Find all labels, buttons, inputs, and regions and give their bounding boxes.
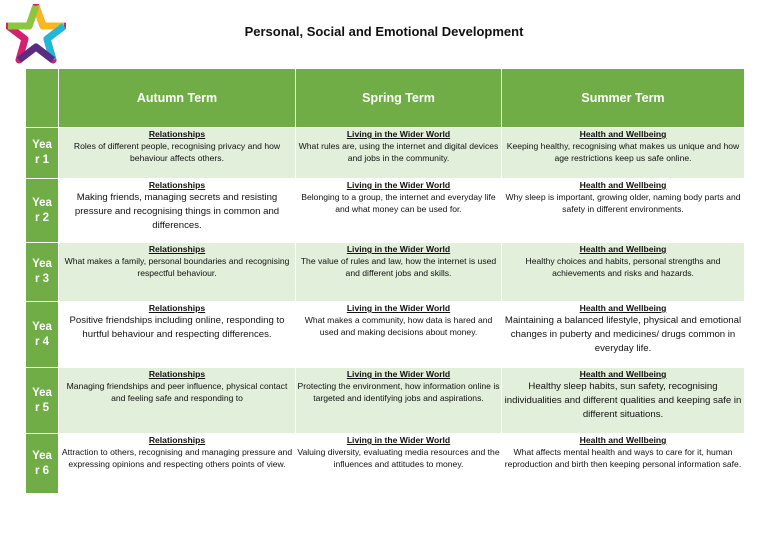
- curriculum-table: [25, 68, 745, 494]
- table-cell: [502, 302, 745, 368]
- table-cell: [502, 128, 745, 179]
- cell-heading: Living in the Wider World: [346, 435, 451, 445]
- table-cell: [59, 179, 296, 243]
- cell-text: What makes a family, personal boundaries and recognising respectful behaviour.: [64, 256, 290, 278]
- cell-text: Valuing diversity, evaluating media resources and the influences and attitudes to money.: [297, 447, 500, 469]
- cell-text: Maintaining a balanced lifestyle, physical and emotional changes in puberty and medicines/ drugs common in everyday life.: [504, 315, 742, 354]
- year-label: Year 4: [26, 302, 59, 368]
- cell-heading: Relationships: [148, 303, 206, 313]
- table-row: [26, 243, 745, 302]
- table-cell: [296, 434, 502, 494]
- cell-heading: Health and Wellbeing: [579, 303, 667, 313]
- corner-cell: [26, 69, 59, 128]
- cell-heading: Health and Wellbeing: [579, 369, 667, 379]
- table-row: [26, 179, 745, 243]
- year-label: Year 2: [26, 179, 59, 243]
- cell-heading: Relationships: [148, 129, 206, 139]
- table-cell: [59, 243, 296, 302]
- cell-heading: Relationships: [148, 435, 206, 445]
- table-cell: [296, 302, 502, 368]
- cell-heading: Health and Wellbeing: [579, 244, 667, 254]
- cell-text: What rules are, using the internet and digital devices and jobs in the community.: [298, 141, 499, 163]
- page-title: Personal, Social and Emotional Development: [244, 24, 524, 39]
- cell-heading: Relationships: [148, 180, 206, 190]
- cell-text: Managing friendships and peer influence, physical contact and feeling safe and responding to: [66, 381, 288, 403]
- cell-text: What affects mental health and ways to care for it, human reproduction and birth then keeping personal information safe.: [504, 447, 742, 469]
- cell-text: Healthy choices and habits, personal strengths and achievements and risks and hazards.: [525, 256, 721, 278]
- year-label: Year 1: [26, 128, 59, 179]
- table-cell: [59, 368, 296, 434]
- table-cell: [59, 434, 296, 494]
- table-cell: [296, 243, 502, 302]
- header-autumn-term: Autumn Term: [59, 69, 296, 128]
- cell-heading: Living in the Wider World: [346, 180, 451, 190]
- table-cell: [59, 302, 296, 368]
- table-cell: [296, 179, 502, 243]
- header-summer-term: Summer Term: [502, 69, 745, 128]
- cell-text: The value of rules and law, how the internet is used and different jobs and skills.: [300, 256, 497, 278]
- year-label: Year 6: [26, 434, 59, 494]
- cell-text: Belonging to a group, the internet and everyday life and what money can be used for.: [301, 192, 496, 214]
- cell-text: Making friends, managing secrets and resisting pressure and recognising things in common and differences.: [74, 192, 280, 231]
- cell-heading: Health and Wellbeing: [579, 129, 667, 139]
- table-row: [26, 368, 745, 434]
- table-row: [26, 128, 745, 179]
- table-row: [26, 302, 745, 368]
- table-cell: [296, 128, 502, 179]
- cell-text: Why sleep is important, growing older, naming body parts and safety in different environments.: [505, 192, 741, 214]
- cell-text: Protecting the environment, how information online is targeted and identifying jobs and aspirations.: [297, 381, 500, 403]
- cell-text: What makes a community, how data is hared and used and making decisions about money.: [304, 315, 493, 337]
- table-cell: [59, 128, 296, 179]
- table-cell: [502, 179, 745, 243]
- cell-text: Positive friendships including online, responding to hurtful behaviour and respecting differences.: [69, 315, 285, 340]
- cell-text: Healthy sleep habits, sun safety, recognising individualities and different qualities and keeping safe in different situations.: [504, 381, 742, 420]
- table-cell: [502, 243, 745, 302]
- cell-heading: Relationships: [148, 244, 206, 254]
- table-row: [26, 434, 745, 494]
- cell-heading: Health and Wellbeing: [579, 180, 667, 190]
- cell-heading: Living in the Wider World: [346, 303, 451, 313]
- cell-heading: Relationships: [148, 369, 206, 379]
- table-cell: [296, 368, 502, 434]
- cell-text: Attraction to others, recognising and managing pressure and expressing opinions and respecting others points of view.: [61, 447, 293, 469]
- year-label: Year 3: [26, 243, 59, 302]
- cell-heading: Living in the Wider World: [346, 369, 451, 379]
- header-row: [26, 69, 745, 128]
- cell-text: Keeping healthy, recognising what makes us unique and how age restrictions keep us safe online.: [506, 141, 740, 163]
- cell-heading: Living in the Wider World: [346, 244, 451, 254]
- cell-heading: Health and Wellbeing: [579, 435, 667, 445]
- table-cell: [502, 368, 745, 434]
- cell-text: Roles of different people, recognising privacy and how behaviour affects others.: [73, 141, 281, 163]
- year-label: Year 5: [26, 368, 59, 434]
- header-spring-term: Spring Term: [296, 69, 502, 128]
- cell-heading: Living in the Wider World: [346, 129, 451, 139]
- table-cell: [502, 434, 745, 494]
